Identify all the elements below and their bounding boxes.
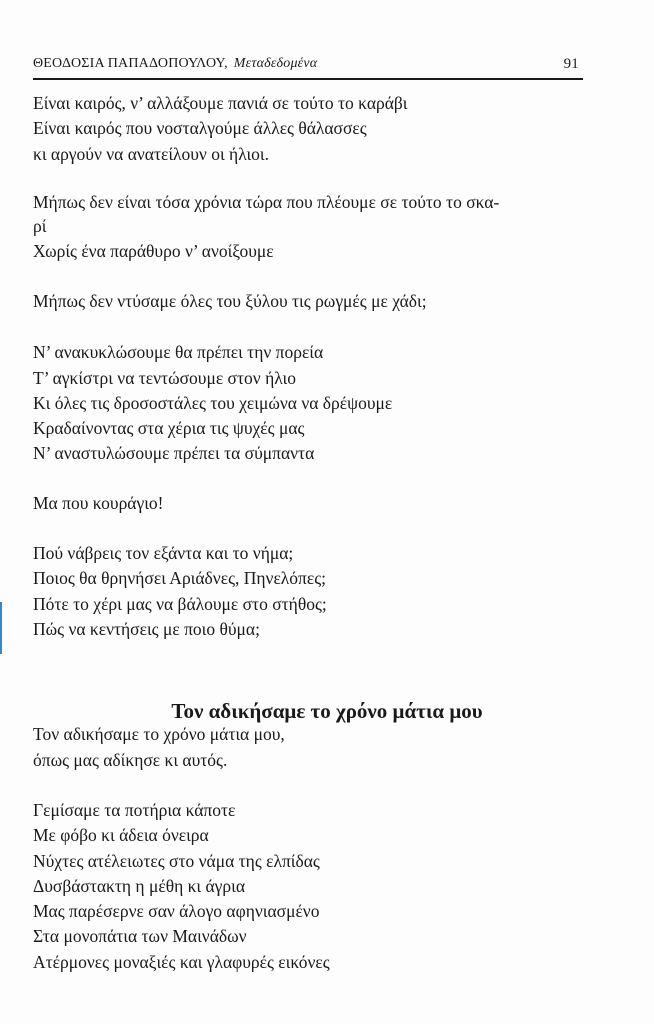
poem2-line-1: Τον αδικήσαμε το χρόνο μάτια μου,	[33, 724, 285, 744]
poem1-line-15: Ποιος θα θρηνήσει Αριάδνες, Πηνελόπες;	[33, 568, 327, 588]
poem1-line-14: Πού νάβρεις τον εξάντα και το νήμα;	[33, 543, 294, 563]
poem1-line-1: Είναι καιρός, ν’ αλλάξουμε πανιά σε τούτο το καράβι	[33, 93, 408, 113]
poem1-line-3: κι αργούν να ανατείλουν οι ήλιοι.	[33, 144, 270, 164]
poem1-line-5: ρί	[33, 216, 47, 236]
poem2-line-6: Δυσβάστακτη η μέθη κι άγρια	[33, 876, 246, 896]
poem2-line-5: Νύχτες ατέλειωτες στο νάμα της ελπίδας	[33, 851, 320, 871]
running-header	[33, 56, 581, 78]
header-author: ΘΕΟΔΟΣΙΑ ΠΑΠΑΔΟΠΟΥΛΟΥ,	[33, 56, 228, 71]
poem2-line-9: Ατέρμονες μοναξιές και γλαφυρές εικόνες	[33, 952, 330, 972]
poem2-line-7: Μας παρέσερνε σαν άλογο αφηνιασμένο	[33, 901, 320, 921]
poem2-line-3: Γεμίσαμε τα ποτήρια κάποτε	[33, 800, 236, 820]
header-work-title: Μεταδεδομένα	[233, 56, 318, 71]
poem2-title: Τον αδικήσαμε το χρόνο μάτια μου	[171, 699, 483, 723]
poem2-line-4: Με φόβο κι άδεια όνειρα	[33, 825, 209, 845]
header-rule	[33, 78, 583, 80]
poem1-line-9: Τ’ αγκίστρι να τεντώσουμε στον ήλιο	[33, 368, 296, 388]
poem1-line-10: Κι όλες τις δροσοστάλες του χειμώνα να δρέψουμε	[33, 393, 393, 413]
poem1-line-12: Ν’ αναστυλώσουμε πρέπει τα σύμπαντα	[33, 443, 315, 463]
poem1-line-17: Πώς να κεντήσεις με ποιο θύμα;	[33, 619, 260, 639]
poem2-line-8: Στα μονοπάτια των Μαινάδων	[33, 926, 247, 946]
poem2-line-2: όπως μας αδίκησε κι αυτός.	[33, 750, 228, 770]
poem1-line-11: Κραδαίνοντας στα χέρια τις ψυχές μας	[33, 418, 305, 438]
poem1-line-2: Είναι καιρός που νοσταλγούμε άλλες θάλασσες	[33, 118, 367, 138]
page-number: 91	[563, 56, 579, 72]
poem1-line-13: Μα που κουράγιο!	[33, 493, 164, 513]
poem1-line-8: Ν’ ανακυκλώσουμε θα πρέπει την πορεία	[33, 342, 324, 362]
poem1-line-6: Χωρίς ένα παράθυρο ν’ ανοίξουμε	[33, 241, 274, 261]
poem1-line-16: Πότε το χέρι μας να βάλουμε στο στήθος;	[33, 594, 327, 614]
header-author-block	[33, 56, 317, 72]
poem1-line-4: Μήπως δεν είναι τόσα χρόνια τώρα που πλέουμε σε τούτο το σκα-	[33, 192, 500, 212]
scan-edge-mark	[0, 602, 2, 654]
poem1-line-7: Μήπως δεν ντύσαμε όλες του ξύλου τις ρωγμές με χάδι;	[33, 291, 427, 311]
